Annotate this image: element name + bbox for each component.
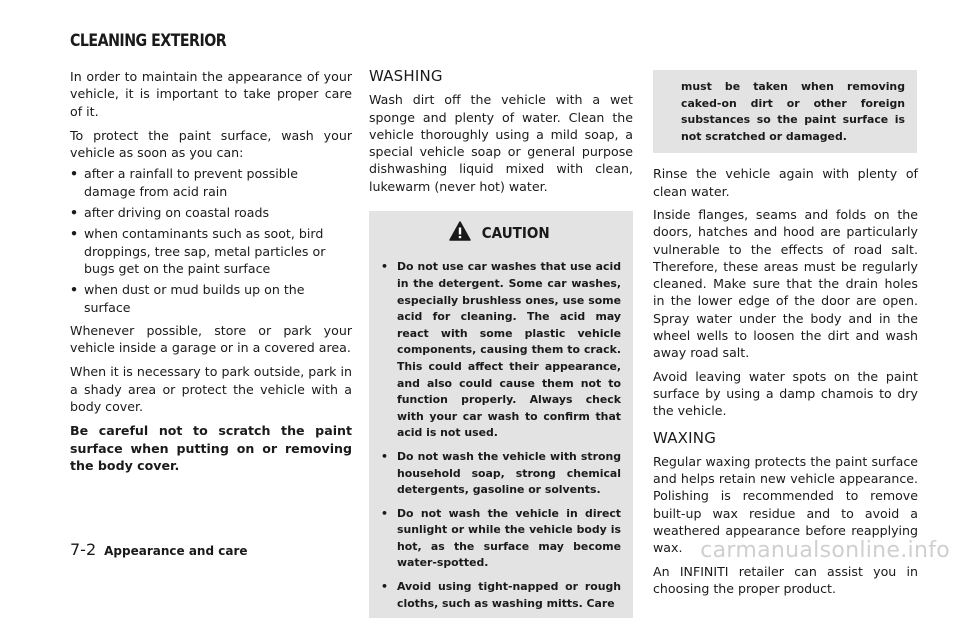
column-middle bbox=[369, 68, 633, 618]
rinse-paragraph: Rinse the vehicle again with plenty of clean water. bbox=[653, 166, 918, 199]
list-item bbox=[70, 165, 352, 200]
careful-paragraph: Be careful not to scratch the paint surface when putting on or removing the body cover. bbox=[70, 423, 352, 473]
bullet-dot-icon: • bbox=[381, 506, 388, 520]
caution-continued-box: must be taken when removing caked-on dirt or other foreign substances so the paint surface is not scratched or damaged. bbox=[653, 70, 917, 153]
caution-box bbox=[369, 211, 633, 618]
caution-header bbox=[381, 221, 621, 245]
warning-triangle-icon bbox=[449, 221, 471, 245]
list-item bbox=[381, 259, 621, 442]
page-title: CLEANING EXTERIOR bbox=[70, 31, 227, 50]
waxing-heading: WAXING bbox=[653, 428, 717, 447]
bullet-dot-icon: • bbox=[70, 205, 79, 221]
store-paragraph: Whenever possible, store or park your vehicle inside a garage or in a covered area. bbox=[70, 322, 352, 356]
watermark: carmanualsonline.info bbox=[700, 538, 950, 563]
list-item bbox=[70, 204, 352, 221]
column-left bbox=[70, 68, 352, 481]
caution-title: CAUTION bbox=[481, 223, 550, 242]
list-item bbox=[381, 449, 621, 499]
list-item-text: Avoid using tight-napped or rough cloths, such as washing mitts. Care bbox=[397, 580, 621, 610]
list-item-text: Do not wash the vehicle in direct sunlight or while the vehicle body is hot, as the surface may become water-spotted. bbox=[397, 506, 621, 570]
waxing-paragraph: Regular waxing protects the paint surface and helps retain new vehicle appearance. Polishing is recommended to remove built-up wax residue and to avoid a weathered appearance before reapplying wax. bbox=[653, 453, 918, 556]
list-item-text: Do not wash the vehicle with strong household soap, strong chemical detergents, gasoline or solvents. bbox=[397, 449, 621, 497]
bullet-dot-icon: • bbox=[381, 260, 388, 274]
list-item bbox=[70, 225, 352, 277]
page-number: 7-2 bbox=[70, 540, 97, 559]
bullet-dot-icon: • bbox=[70, 226, 79, 242]
section-title: Appearance and care bbox=[104, 544, 248, 558]
intro-paragraph: In order to maintain the appearance of your vehicle, it is important to take proper care of it. bbox=[70, 69, 352, 119]
list-item-text: after driving on coastal roads bbox=[84, 205, 270, 221]
list-item-text: after a rainfall to prevent possible damage from acid rain bbox=[84, 166, 299, 199]
list-item-text: when contaminants such as soot, bird droppings, tree sap, metal particles or bugs get on the paint surface bbox=[84, 226, 326, 276]
washing-heading: WASHING bbox=[369, 67, 443, 85]
list-item bbox=[70, 281, 352, 316]
washing-paragraph: Wash dirt off the vehicle with a wet sponge and plenty of water. Clean the vehicle thoroughly using a mild soap, a special vehicle soap or general purpose dishwashing liquid mixed with clean, lukewarm (never hot) water. bbox=[369, 92, 633, 194]
bullet-dot-icon: • bbox=[70, 282, 79, 298]
shady-paragraph: When it is necessary to park outside, park in a shady area or protect the vehicle with a body cover. bbox=[70, 364, 352, 415]
column-right bbox=[653, 72, 918, 603]
retailer-paragraph: An INFINITI retailer can assist you in choosing the proper product. bbox=[653, 563, 918, 596]
inside-paragraph: Inside flanges, seams and folds on the doors, hatches and hood are particularly vulnerable to the effects of road salt. Therefore, these areas must be regularly cleaned. Make sure that the drain holes in the lower edge of the door are open. Spray water under the body and in the wheel wells to loosen the dirt and wash away road salt. bbox=[653, 206, 918, 361]
protect-paragraph: To protect the paint surface, wash your vehicle as soon as you can: bbox=[70, 127, 352, 161]
bullet-dot-icon: • bbox=[381, 580, 388, 594]
list-item-text: Do not use car washes that use acid in the detergent. Some car washes, especially brushless ones, use some acid for cleaning. The acid may react with some plastic vehicle components, causing them to crack. This could affect their appearance, and also could cause them not to function properly. Always check with your car wash to confirm that acid is not used. bbox=[397, 260, 621, 440]
bullet-dot-icon: • bbox=[381, 449, 388, 463]
bullet-dot-icon: • bbox=[70, 166, 79, 182]
page-footer bbox=[70, 540, 248, 559]
avoid-paragraph: Avoid leaving water spots on the paint surface by using a damp chamois to dry the vehicle. bbox=[653, 368, 918, 419]
caution-list bbox=[381, 259, 621, 612]
list-item bbox=[381, 579, 621, 612]
list-item bbox=[381, 506, 621, 572]
list-item-text: when dust or mud builds up on the surface bbox=[84, 282, 305, 315]
